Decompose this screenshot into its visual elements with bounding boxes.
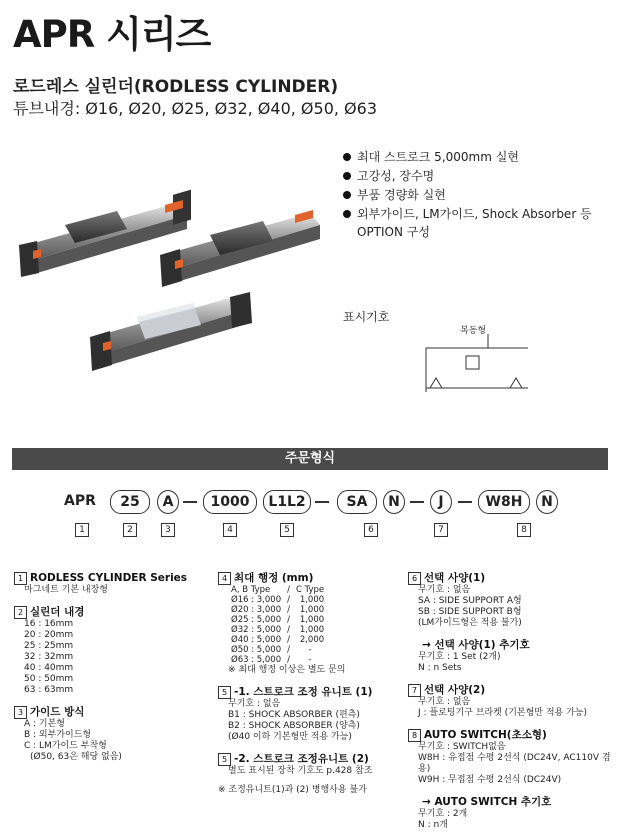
spec-line: 별도 표시된 장착 기호도 p.428 참조	[228, 766, 373, 776]
spec-line: N : n Sets	[418, 663, 462, 673]
bore-sizes: 튜브내경: Ø16, Ø20, Ø25, Ø32, Ø40, Ø50, Ø63	[13, 99, 378, 118]
code-dash	[315, 501, 329, 503]
code-number: 6	[364, 523, 378, 537]
spec-line: 무기호 : 없음	[418, 585, 471, 595]
code-dash	[183, 501, 197, 503]
code-switch: W8H	[478, 490, 530, 514]
section-3-title: 3 가이드 방식	[14, 706, 204, 719]
section-2-title: 2 실린더 내경	[14, 606, 204, 619]
symbol-type-label: 복동형	[460, 326, 487, 336]
order-code	[30, 490, 590, 540]
spec-line: C : LM가이드 부착형	[24, 741, 107, 751]
code-number: 2	[123, 523, 137, 537]
table-row: Ø20 : 3,000 / 1,000	[231, 605, 325, 615]
spec-column-3	[408, 570, 613, 831]
code-number: 8	[517, 523, 531, 537]
cylinder-image-3	[90, 292, 252, 371]
code-number: 5	[280, 523, 294, 537]
section-6-suffix-title: → 선택 사양(1) 추기호	[422, 639, 530, 651]
feature-item-continued: OPTION 구성	[357, 225, 430, 239]
section-6-title: 6 선택 사양(1)	[408, 572, 613, 585]
spec-line: (Ø40 이하 기본형만 적용 가능)	[228, 732, 352, 742]
code-option1-suffix: N	[383, 490, 405, 514]
code-bore: 25	[110, 490, 150, 514]
code-number: 3	[161, 523, 175, 537]
table-row: Ø32 : 5,000 / 1,000	[231, 625, 325, 635]
spec-line: 20 : 20mm	[24, 630, 74, 640]
code-series: APR	[64, 493, 96, 509]
pneumatic-symbol	[418, 322, 528, 392]
spec-line: B : 외부가이드형	[24, 730, 92, 740]
code-option1: SA	[337, 490, 377, 514]
section-7-title: 7 선택 사양(2)	[408, 684, 613, 697]
spec-line: 63 : 63mm	[24, 685, 74, 695]
spec-line: 32 : 32mm	[24, 652, 74, 662]
section-8-suffix-title: → AUTO SWITCH 추기호	[422, 796, 552, 808]
code-number: 7	[434, 523, 448, 537]
spec-note: ※ 최대 행정 이상은 별도 문의	[228, 665, 346, 675]
code-number: 4	[223, 523, 237, 537]
spec-line: J : 플로팅기구 브라켓 (기본형만 적용 가능)	[418, 708, 587, 718]
spec-line: W9H : 무접점 수평 2선식 (DC24V)	[418, 775, 562, 785]
spec-line: 무기호 : 없음	[418, 697, 471, 707]
spec-line: B2 : SHOCK ABSORBER (양측)	[228, 721, 360, 731]
spec-line: SB : SIDE SUPPORT B형	[418, 607, 522, 617]
code-adjust-unit: L1L2	[263, 490, 311, 514]
spec-line: 무기호 : 없음	[228, 699, 281, 709]
spec-line: 무기호 : 2개	[418, 809, 468, 819]
code-dash	[458, 501, 472, 503]
spec-note: ※ 조정유니트(1)과 (2) 병행사용 불가	[218, 785, 367, 795]
spec-column-2	[218, 570, 408, 796]
code-switch-suffix: N	[536, 490, 558, 514]
stroke-table: A, B Type / C Type Ø16 : 3,000 / 1,000 Ø20 : 3,000 / 1,000 Ø25 : 5,000 / 1,000 Ø32 : 5,000 / 1,000 Ø40 : 5,000 / 2,000 Ø50 : 5,000 / - Ø63 : 5,000 / -	[228, 585, 327, 665]
feature-list	[343, 148, 592, 224]
product-image	[5, 145, 335, 385]
feature-item: 외부가이드, LM가이드, Shock Absorber 등	[343, 205, 592, 224]
spec-line: A : 기본형	[24, 719, 65, 729]
section-5-1-title: 5 -1. 스트로크 조정 유니트 (1)	[218, 686, 408, 699]
spec-line: (Ø50, 63은 해당 없음)	[30, 752, 122, 762]
spec-line: 무기호 : SWITCH없음	[418, 742, 506, 752]
section-4-title: 4 최대 행정 (mm)	[218, 572, 408, 585]
section-1-title: 1 RODLESS CYLINDER Series	[14, 572, 204, 585]
feature-item: 부품 경량화 실현	[343, 186, 592, 205]
code-dash	[410, 501, 424, 503]
order-format-banner: 주문형식	[12, 448, 608, 470]
code-stroke: 1000	[203, 490, 257, 514]
section-5-2-title: 5 -2. 스트로크 조정유니트 (2)	[218, 753, 408, 766]
spec-line: 50 : 50mm	[24, 674, 74, 684]
product-subtitle: 로드레스 실린더(RODLESS CYLINDER)	[13, 77, 339, 97]
spec-line: W8H : 유접점 수평 2선식 (DC24V, AC110V 겸용)	[418, 753, 611, 774]
spec-line: (LM가이드형은 적용 불가)	[418, 618, 522, 628]
spec-line: B1 : SHOCK ABSORBER (편측)	[228, 710, 360, 720]
spec-line: 40 : 40mm	[24, 663, 74, 673]
table-row: Ø40 : 5,000 / 2,000	[231, 635, 325, 645]
code-option2: J	[430, 490, 452, 514]
code-number: 1	[75, 523, 89, 537]
page-title: APR 시리즈	[13, 13, 211, 56]
table-row: Ø50 : 5,000 / -	[231, 645, 312, 655]
spec-line: 무기호 : 1 Set (2개)	[418, 652, 501, 662]
spec-line: SA : SIDE SUPPORT A형	[418, 596, 522, 606]
table-row: Ø63 : 5,000 / -	[231, 655, 312, 665]
spec-line: 25 : 25mm	[24, 641, 74, 651]
spec-line: 16 : 16mm	[24, 619, 74, 629]
table-row: Ø16 : 3,000 / 1,000	[231, 595, 325, 605]
section-8-title: 8 AUTO SWITCH(초소형)	[408, 729, 613, 742]
spec-line: 마그네트 기본 내장형	[24, 585, 108, 595]
spec-line: N : n개	[418, 820, 448, 830]
symbol-label: 표시기호	[343, 310, 390, 324]
code-guide: A	[157, 490, 179, 514]
spec-column-1	[14, 570, 204, 763]
table-row: Ø25 : 5,000 / 1,000	[231, 615, 325, 625]
feature-item: 최대 스트로크 5,000mm 실현	[343, 148, 592, 167]
feature-item: 고강성, 장수명	[343, 167, 592, 186]
